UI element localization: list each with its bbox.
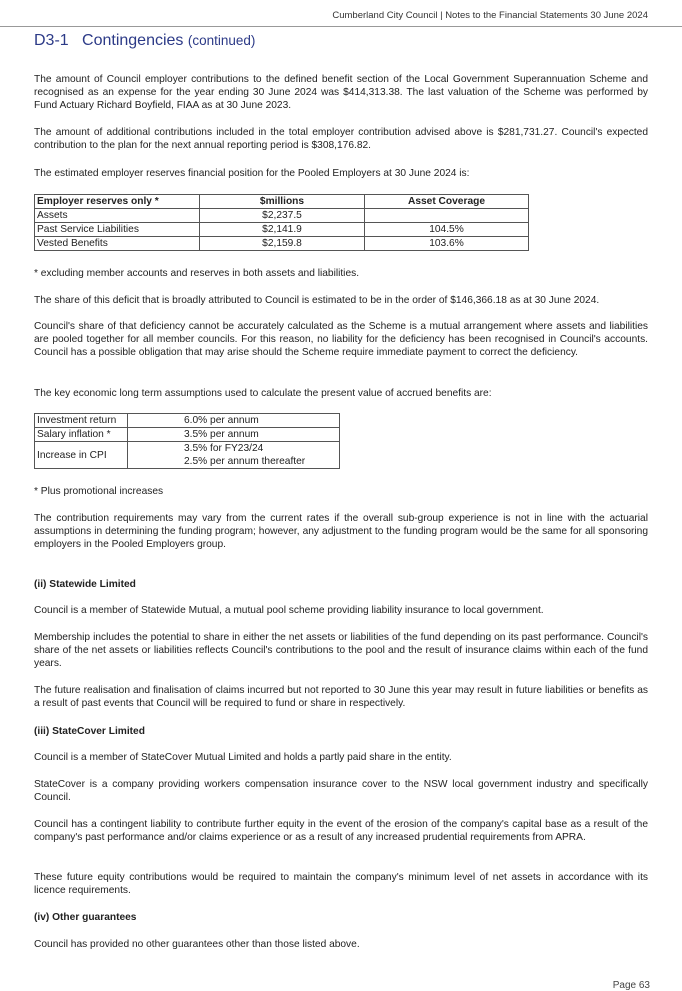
table-header-cell: $millions xyxy=(200,195,365,209)
paragraph-deficit-share: The share of this deficit that is broadly attributed to Council is estimated to be in the order of $146,366.18 as at 30 June 2024. xyxy=(34,295,600,306)
table-cell: 104.5% xyxy=(365,223,529,237)
page-title xyxy=(34,32,255,50)
paragraph-contribution-requirements: The contribution requirements may vary from the current rates if the overall sub-group experience is not in line with the actuarial assumptions in determining the funding program; however, any adjustment to the funding program would be the same for all sponsoring employers in the Pooled Employers group. xyxy=(34,513,648,550)
paragraph-assumptions-intro: The key economic long term assumptions used to calculate the present value of accrued benefits are: xyxy=(34,388,492,399)
paragraph-statecover-company: StateCover is a company providing workers compensation insurance cover to the NSW local government industry and specifically Council. xyxy=(34,779,648,803)
title-main: D3-1 Contingencies xyxy=(34,32,184,49)
heading-statewide: (ii) Statewide Limited xyxy=(34,579,136,590)
table-cell: $2,237.5 xyxy=(200,209,365,223)
paragraph-promotional-footnote: * Plus promotional increases xyxy=(34,486,164,497)
table-row xyxy=(35,223,529,237)
paragraph-contributions-expense: The amount of Council employer contributions to the defined benefit section of the Local Government Superannuation Scheme and recognised as an expense for the year ending 30 June 2024 was $414,313.38. The last valuation of the Scheme was performed by Fund Actuary Richard Boyfield, FIAA as at 30 June 2023. xyxy=(34,74,648,111)
assumptions-table xyxy=(34,413,340,469)
heading-statecover: (iii) StateCover Limited xyxy=(34,726,145,737)
table-row xyxy=(35,442,340,469)
header-rule xyxy=(0,26,682,27)
table-cell: Salary inflation * xyxy=(35,428,128,442)
paragraph-statewide-claims: The future realisation and finalisation of claims incurred but not reported to 30 June this year may result in future liabilities or benefits as a result of past events that Council will be required to fund or share in respectively. xyxy=(34,685,648,709)
cpi-line: 2.5% per annum thereafter xyxy=(184,456,306,467)
table-cell: Increase in CPI xyxy=(35,442,128,469)
table-cell: Vested Benefits xyxy=(35,237,200,251)
table-row xyxy=(35,428,340,442)
table-header-cell: Employer reserves only * xyxy=(35,195,200,209)
table-cell: $2,141.9 xyxy=(200,223,365,237)
paragraph-statewide-member: Council is a member of Statewide Mutual, a mutual pool scheme providing liability insurance to local government. xyxy=(34,605,544,616)
table-header-cell: Asset Coverage xyxy=(365,195,529,209)
paragraph-statecover-liability: Council has a contingent liability to contribute further equity in the event of the erosion of the company's capital base as a result of the company's past performance and/or claims experience or as a result of any increased prudential requirements from APRA. xyxy=(34,819,648,843)
table-row xyxy=(35,209,529,223)
title-sub: (continued) xyxy=(187,33,256,48)
reserves-table xyxy=(34,194,529,251)
paragraph-other-guarantees: Council has provided no other guarantees other than those listed above. xyxy=(34,939,360,950)
table-cell xyxy=(128,442,340,469)
running-header: Cumberland City Council | Notes to the Financial Statements 30 June 2024 xyxy=(332,10,648,21)
paragraph-deficiency: Council's share of that deficiency cannot be accurately calculated as the Scheme is a mutual arrangement where assets and liabilities are pooled together for all member councils. For this reason, no liability for the deficiency has been recognised in Council's accounts. Council has a possible obligation that may arise should the Scheme require immediate payment to correct the deficiency. xyxy=(34,321,648,358)
paragraph-reserves-footnote: * excluding member accounts and reserves in both assets and liabilities. xyxy=(34,268,360,279)
paragraph-reserves-intro: The estimated employer reserves financial position for the Pooled Employers at 30 June 2024 is: xyxy=(34,168,470,179)
table-row xyxy=(35,414,340,428)
table-cell: Past Service Liabilities xyxy=(35,223,200,237)
paragraph-additional-contributions: The amount of additional contributions included in the total employer contribution advised above is $281,731.27. Council's expected contribution to the plan for the next annual reporting period is $308,176.82. xyxy=(34,127,648,151)
paragraph-statecover-member: Council is a member of StateCover Mutual Limited and holds a partly paid share in the entity. xyxy=(34,752,452,763)
table-cell xyxy=(365,209,529,223)
table-cell: Investment return xyxy=(35,414,128,428)
table-cell: Assets xyxy=(35,209,200,223)
paragraph-statewide-membership: Membership includes the potential to share in either the net assets or liabilities of the fund depending on its past performance. Council's share of the net assets or liabilities reflects Council's contributions to the pool and the result of insurance claims within each of the fund years. xyxy=(34,632,648,669)
table-cell: $2,159.8 xyxy=(200,237,365,251)
table-cell: 3.5% per annum xyxy=(128,428,340,442)
paragraph-statecover-equity: These future equity contributions would be required to maintain the company's minimum level of net assets in accordance with its licence requirements. xyxy=(34,872,648,896)
page-number: Page 63 xyxy=(612,980,650,991)
table-row xyxy=(35,237,529,251)
table-cell: 6.0% per annum xyxy=(128,414,340,428)
table-header-row xyxy=(35,195,529,209)
cpi-line: 3.5% for FY23/24 xyxy=(184,443,264,454)
table-cell: 103.6% xyxy=(365,237,529,251)
heading-other-guarantees: (iv) Other guarantees xyxy=(34,912,137,923)
